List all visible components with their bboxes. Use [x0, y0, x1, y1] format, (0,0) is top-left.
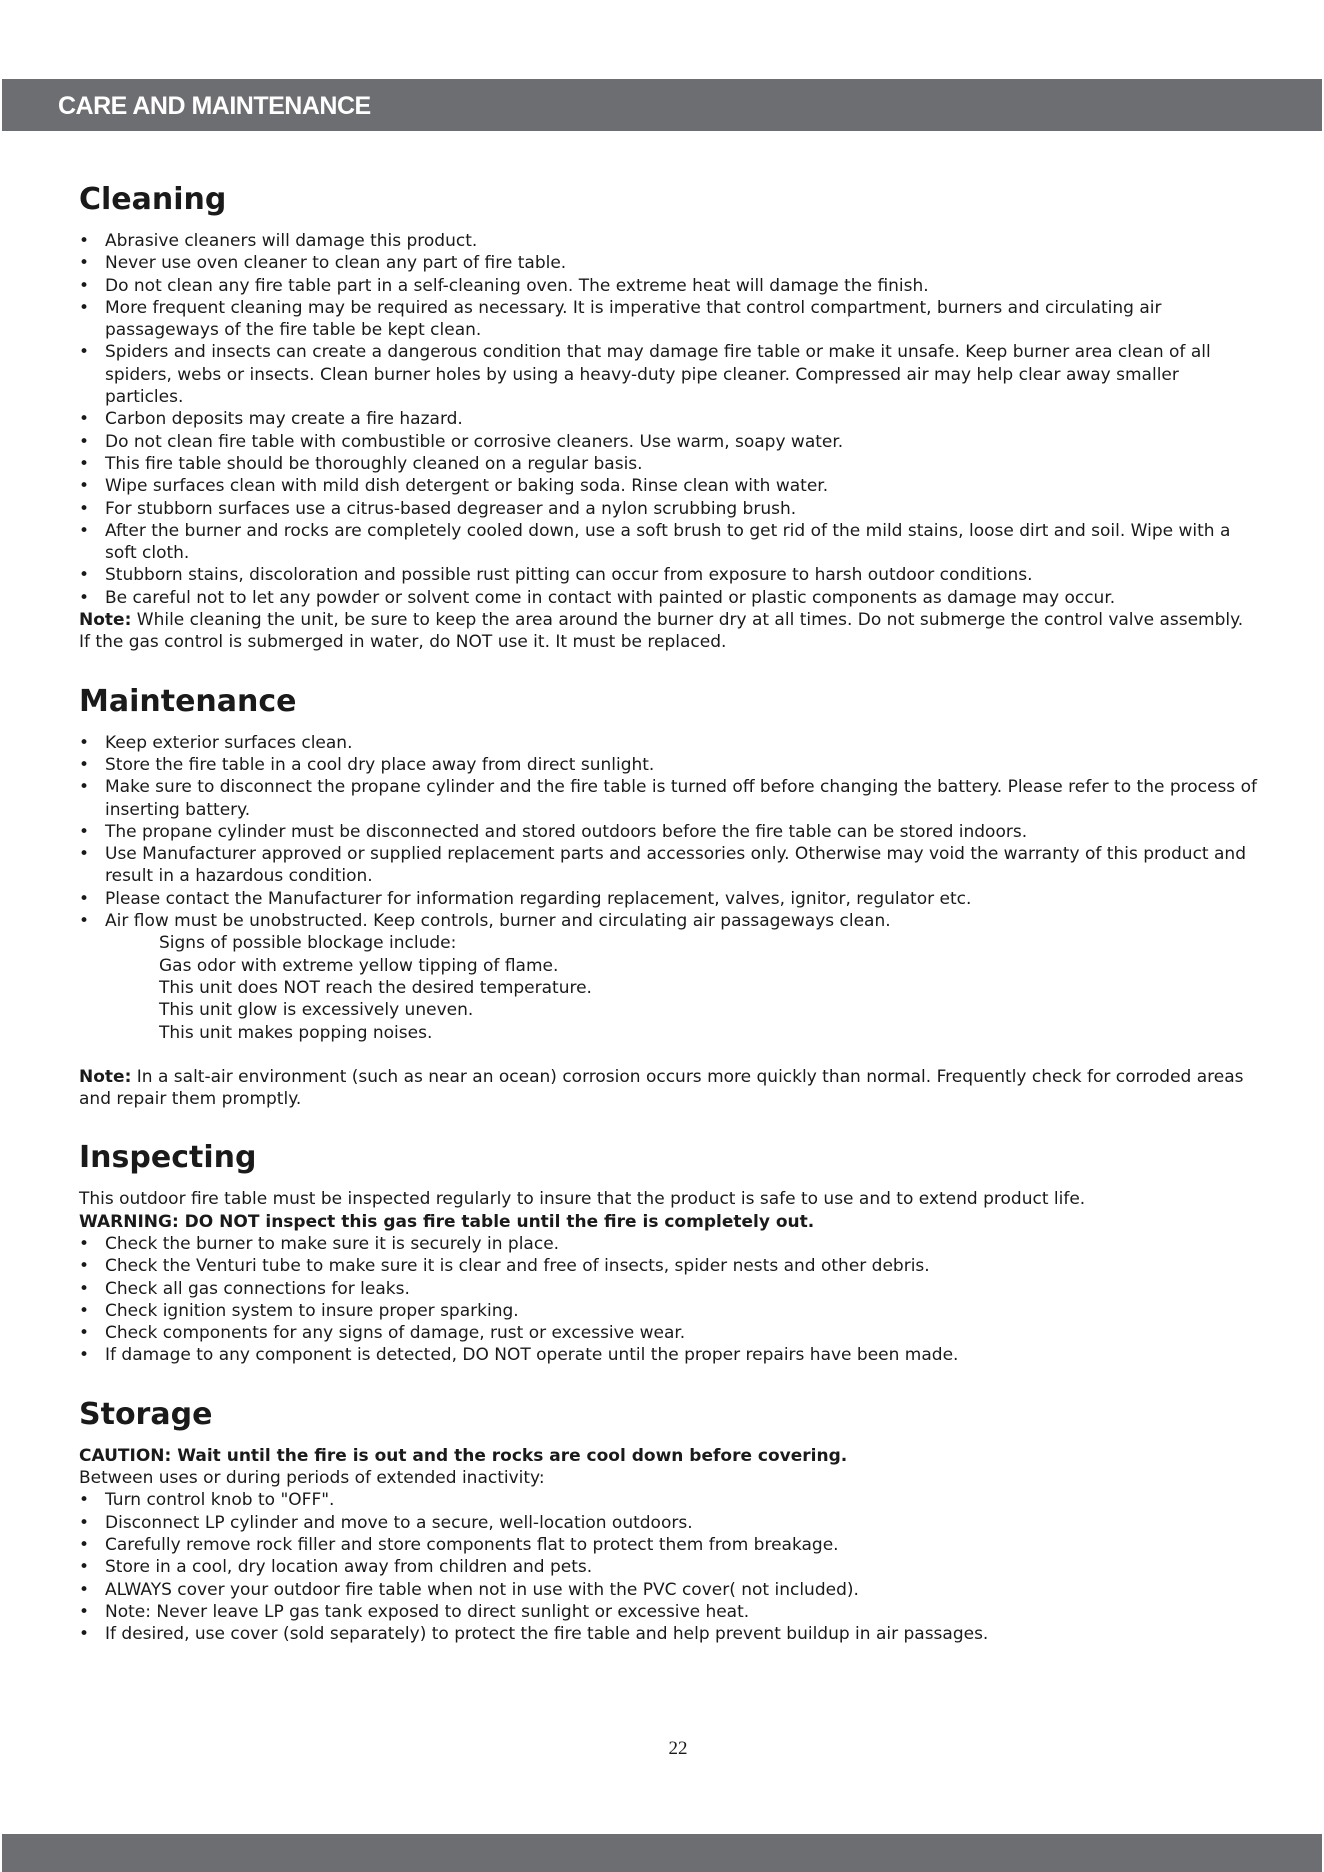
- maintenance-heading: Maintenance: [79, 683, 297, 719]
- list-item: • Disconnect LP cylinder and move to a secure, well-location outdoors.: [79, 1512, 1259, 1534]
- cleaning-section: [79, 180, 1259, 654]
- list-item: • Stubborn stains, discoloration and possible rust pitting can occur from exposure to harsh outdoor conditions.: [79, 564, 1259, 586]
- list-item: • Note: Never leave LP gas tank exposed to direct sunlight or excessive heat.: [79, 1601, 1259, 1623]
- list-item: • Check ignition system to insure proper sparking.: [79, 1300, 1259, 1322]
- list-item: • Turn control knob to "OFF".: [79, 1489, 1259, 1511]
- inspecting-heading: Inspecting: [79, 1140, 257, 1176]
- list-item: • Store in a cool, dry location away from children and pets.: [79, 1556, 1259, 1578]
- sub-item: This unit glow is excessively uneven.: [159, 1000, 474, 1021]
- list-item: • This fire table should be thoroughly cleaned on a regular basis.: [79, 453, 1259, 475]
- note-label: Note:: [79, 610, 132, 631]
- header-bar: [2, 79, 1322, 131]
- sub-item: Signs of possible blockage include:: [159, 933, 457, 954]
- list-item: • ALWAYS cover your outdoor fire table when not in use with the PVC cover( not included).: [79, 1579, 1259, 1601]
- list-item: • Please contact the Manufacturer for information regarding replacement, valves, ignitor, regulator etc.: [79, 888, 1259, 910]
- page-content: [79, 180, 1259, 1673]
- note-text: In a salt-air environment (such as near an ocean) corrosion occurs more quickly than normal. Frequently check for corroded areas and repair them promptly.: [79, 1066, 1244, 1110]
- inspecting-section: [79, 1138, 1259, 1366]
- list-item: • Store the fire table in a cool dry place away from direct sunlight.: [79, 754, 1259, 776]
- storage-caution: [79, 1445, 1259, 1467]
- blockage-signs-list: [79, 932, 1259, 1043]
- list-item: • Check all gas connections for leaks.: [79, 1278, 1259, 1300]
- list-item: • After the burner and rocks are completely cooled down, use a soft brush to get rid of the mild stains, loose dirt and soil. Wipe with a soft cloth.: [79, 520, 1259, 565]
- maintenance-note: [79, 1066, 1259, 1111]
- footer-bar: [2, 1834, 1322, 1872]
- inspecting-list: [79, 1233, 1259, 1367]
- cleaning-note: [79, 609, 1259, 654]
- list-item: • Carefully remove rock filler and store components flat to protect them from breakage.: [79, 1534, 1259, 1556]
- cleaning-heading: Cleaning: [79, 182, 227, 217]
- list-item: • More frequent cleaning may be required as necessary. It is imperative that control compartment, burners and circulating air passageways of the fire table be kept clean.: [79, 297, 1259, 342]
- list-item: • Make sure to disconnect the propane cylinder and the fire table is turned off before changing the battery. Please refer to the process of inserting battery.: [79, 776, 1259, 821]
- page-header-title: CARE AND MAINTENANCE: [58, 92, 371, 120]
- list-item: • Be careful not to let any powder or solvent come in contact with painted or plastic components as damage may occur.: [79, 587, 1259, 609]
- list-item: • Do not clean any fire table part in a self-cleaning oven. The extreme heat will damage the finish.: [79, 275, 1259, 297]
- cleaning-list: [79, 230, 1259, 609]
- list-item: • Never use oven cleaner to clean any part of fire table.: [79, 252, 1259, 274]
- list-item: • If damage to any component is detected, DO NOT operate until the proper repairs have been made.: [79, 1344, 1259, 1366]
- spacer: [79, 1044, 1259, 1066]
- list-item: • If desired, use cover (sold separately) to protect the fire table and help prevent buildup in air passages.: [79, 1623, 1259, 1645]
- sub-item: Gas odor with extreme yellow tipping of flame.: [159, 955, 559, 976]
- maintenance-list: [79, 732, 1259, 933]
- list-item: • Carbon deposits may create a fire hazard.: [79, 408, 1259, 430]
- list-item: • Wipe surfaces clean with mild dish detergent or baking soda. Rinse clean with water.: [79, 475, 1259, 497]
- sub-item: This unit makes popping noises.: [159, 1022, 433, 1043]
- list-item: • Abrasive cleaners will damage this product.: [79, 230, 1259, 252]
- list-item: • Spiders and insects can create a dangerous condition that may damage fire table or make it unsafe. Keep burner area clean of all spiders, webs or insects. Clean burner holes by using a heavy-duty pipe cleaner. Compressed air may help clear away smaller particles.: [79, 341, 1259, 408]
- list-item: • Use Manufacturer approved or supplied replacement parts and accessories only. Otherwise may void the warranty of this product and result in a hazardous condition.: [79, 843, 1259, 888]
- list-item: • Check the Venturi tube to make sure it is clear and free of insects, spider nests and other debris.: [79, 1255, 1259, 1277]
- storage-list: [79, 1489, 1259, 1645]
- storage-intro: Between uses or during periods of extended inactivity:: [79, 1468, 545, 1489]
- list-item: • Keep exterior surfaces clean.: [79, 732, 1259, 754]
- note-label: Note:: [79, 1066, 132, 1087]
- warning-text: WARNING: DO NOT inspect this gas fire table until the fire is completely out.: [79, 1211, 815, 1232]
- list-item: • Do not clean fire table with combustible or corrosive cleaners. Use warm, soapy water.: [79, 431, 1259, 453]
- list-item: • For stubborn surfaces use a citrus-based degreaser and a nylon scrubbing brush.: [79, 498, 1259, 520]
- list-item: • Check components for any signs of damage, rust or excessive wear.: [79, 1322, 1259, 1344]
- page-number: 22: [668, 1738, 688, 1759]
- inspecting-intro: This outdoor fire table must be inspected regularly to insure that the product is safe to use and to extend product life.: [79, 1189, 1086, 1210]
- inspecting-warning: [79, 1211, 1259, 1233]
- caution-text: CAUTION: Wait until the fire is out and the rocks are cool down before covering.: [79, 1445, 848, 1466]
- maintenance-section: [79, 682, 1259, 1111]
- list-item: • Check the burner to make sure it is securely in place.: [79, 1233, 1259, 1255]
- storage-heading: Storage: [79, 1396, 213, 1432]
- sub-item: This unit does NOT reach the desired temperature.: [159, 977, 592, 998]
- list-item: • Air flow must be unobstructed. Keep controls, burner and circulating air passageways clean.: [79, 910, 1259, 932]
- list-item: • The propane cylinder must be disconnected and stored outdoors before the fire table can be stored indoors.: [79, 821, 1259, 843]
- note-text: While cleaning the unit, be sure to keep the area around the burner dry at all times. Do not submerge the control valve assembly. If the gas control is submerged in water, do NOT use it. It must be replaced.: [79, 610, 1244, 653]
- storage-section: [79, 1395, 1259, 1646]
